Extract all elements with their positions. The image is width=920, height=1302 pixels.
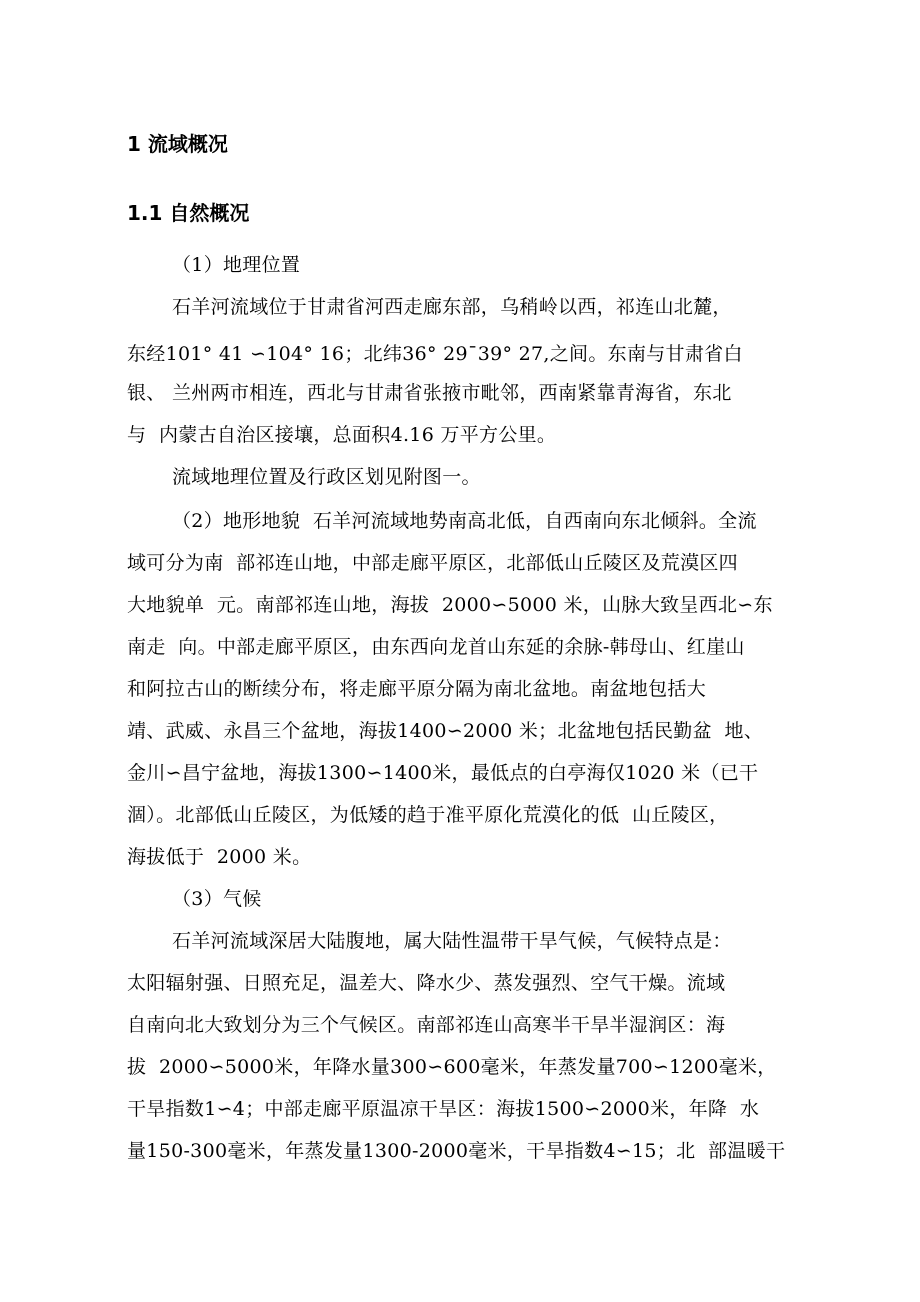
section-heading: 1.1 自然概况 xyxy=(127,201,250,225)
paragraph-line: 靖、武威、永昌三个盆地，海拔1400∽2000 米；北盆地包括民勤盆 地、 xyxy=(127,720,764,742)
paragraph-line: 涸）。北部低山丘陵区，为低矮的趋于准平原化荒漠化的低 山丘陵区， xyxy=(127,804,729,826)
paragraph-line: 拔 2000∽5000米，年降水量300∽600毫米，年蒸发量700∽1200毫米， xyxy=(127,1056,777,1078)
subsection-climate-title: （3）气候 xyxy=(172,888,262,910)
paragraph-line: 石羊河流域深居大陆腹地，属大陆性温带干旱气候，气候特点是： xyxy=(172,930,732,952)
paragraph-line: 域可分为南 部祁连山地，中部走廊平原区，北部低山丘陵区及荒漠区四 xyxy=(127,552,738,574)
paragraph-line: 与 内蒙古自治区接壤，总面积4.16 万平方公里。 xyxy=(127,424,557,446)
paragraph-line: 东经101° 41 ∽104° 16；北纬36° 29ˉ39° 27,之间。东南与甘肃省白 xyxy=(127,343,743,365)
paragraph-line: 自南向北大致划分为三个气候区。南部祁连山高寒半干旱半湿润区：海 xyxy=(127,1014,726,1036)
paragraph-line: 量150-300毫米，年蒸发量1300-2000毫米，干旱指数4∽15；北 部温暖干 xyxy=(127,1140,786,1162)
paragraph-line: 石羊河流域位于甘肃省河西走廊东部，乌稍岭以西，祁连山北麓， xyxy=(172,296,732,318)
paragraph-line: 流域地理位置及行政区划见附图一。 xyxy=(172,466,481,488)
paragraph-line: 干旱指数1∽4；中部走廊平原温凉干旱区：海拔1500∽2000米，年降 水 xyxy=(127,1098,760,1120)
paragraph-line: 大地貌单 元。南部祁连山地，海拔 2000∽5000 米，山脉大致呈西北∽东 xyxy=(127,594,773,616)
chapter-heading: 1 流域概况 xyxy=(127,132,228,156)
paragraph-line: 太阳辐射强、日照充足，温差大、降水少、蒸发强烈、空气干燥。流域 xyxy=(127,972,726,994)
subsection-geography-title: （1）地理位置 xyxy=(172,254,301,276)
paragraph-line: 海拔低于 2000 米。 xyxy=(127,846,312,868)
subsection-terrain-line: （2）地形地貌 石羊河流域地势南高北低，自西南向东北倾斜。全流 xyxy=(172,510,757,532)
paragraph-line: 银、 兰州两市相连，西北与甘肃省张掖市毗邻，西南紧靠青海省，东北 xyxy=(127,382,732,404)
paragraph-line: 和阿拉古山的断续分布，将走廊平原分隔为南北盆地。南盆地包括大 xyxy=(127,678,707,700)
paragraph-line: 金川∽昌宁盆地，海拔1300∽1400米，最低点的白亭海仅1020 米（已干 xyxy=(127,762,759,784)
paragraph-line: 南走 向。中部走廊平原区，由东西向龙首山东延的余脉-韩母山、红崖山 xyxy=(127,636,745,658)
